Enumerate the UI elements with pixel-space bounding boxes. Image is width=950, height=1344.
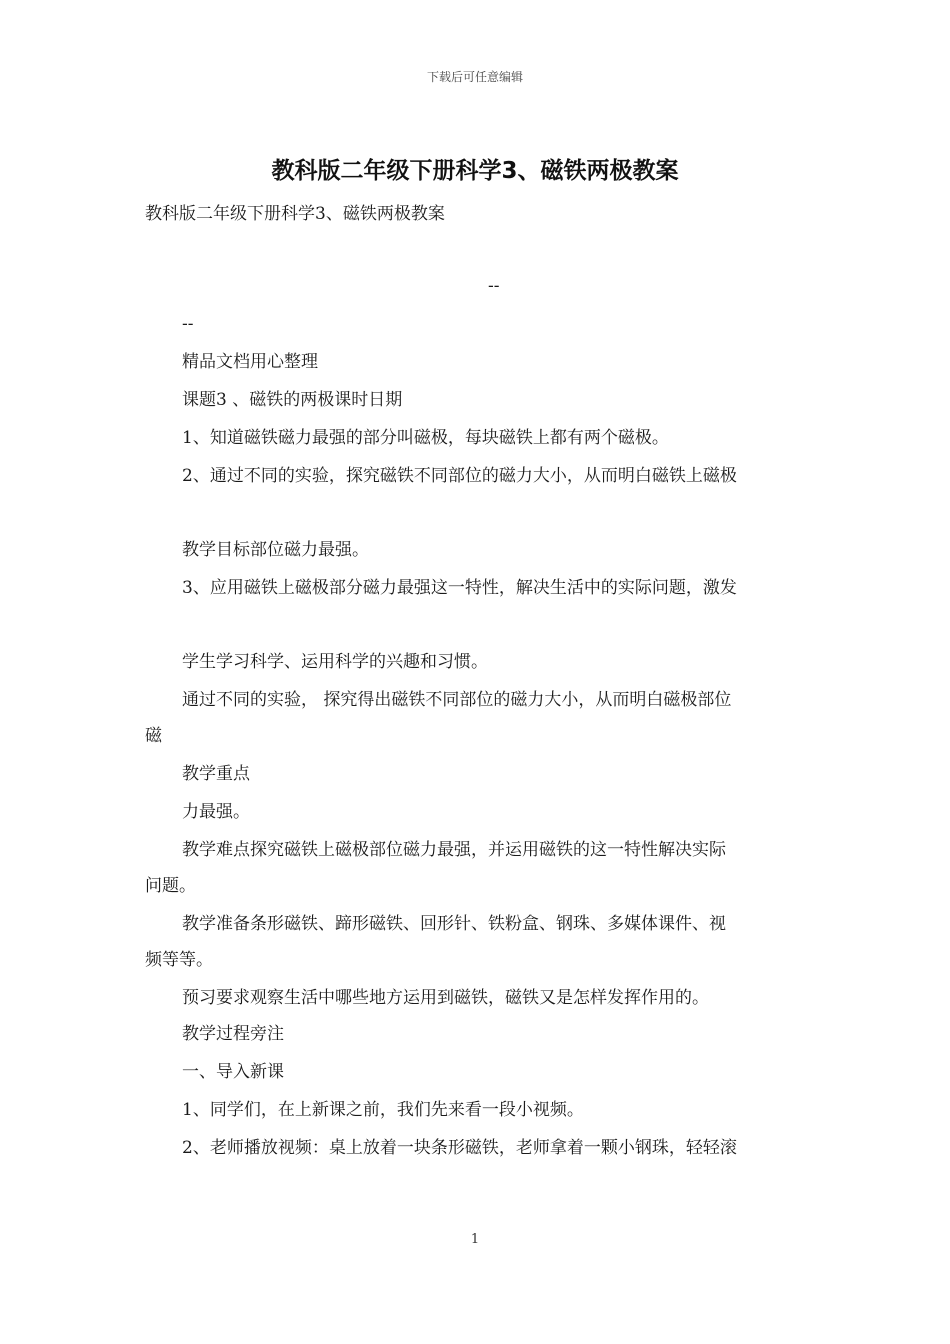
separator-dashes: --: [182, 314, 194, 334]
text-line: 频等等。: [145, 950, 213, 970]
text-line: 教学过程旁注: [182, 1024, 284, 1044]
text-line: 教学难点探究磁铁上磁极部位磁力最强，并运用磁铁的这一特性解决实际: [182, 840, 726, 860]
text-line: 精品文档用心整理: [182, 352, 318, 372]
text-line: 力最强。: [182, 802, 250, 822]
text-line: 通过不同的实验， 探究得出磁铁不同部位的磁力大小，从而明白磁极部位: [182, 690, 732, 710]
text-line: 教学目标部位磁力最强。: [182, 540, 369, 560]
text-line: 预习要求观察生活中哪些地方运用到磁铁，磁铁又是怎样发挥作用的。: [182, 988, 709, 1008]
text-line: 1、知道磁铁磁力最强的部分叫磁极，每块磁铁上都有两个磁极。: [182, 428, 669, 448]
text-line: 2、通过不同的实验，探究磁铁不同部位的磁力大小，从而明白磁铁上磁极: [182, 466, 737, 486]
text-line: 一、导入新课: [182, 1062, 284, 1082]
text-line: 课题3 、磁铁的两极课时日期: [182, 390, 403, 410]
page-number: 1: [470, 1232, 480, 1247]
text-line: 问题。: [145, 876, 196, 896]
separator-dashes: --: [488, 276, 500, 296]
text-line: 教学重点: [182, 764, 250, 784]
document-title: 教科版二年级下册科学3、磁铁两极教案: [271, 158, 679, 184]
text-line: 教学准备条形磁铁、蹄形磁铁、回形针、铁粉盒、钢珠、多媒体课件、视: [182, 914, 726, 934]
text-line: 1、同学们，在上新课之前，我们先来看一段小视频。: [182, 1100, 584, 1120]
text-line: 学生学习科学、运用科学的兴趣和习惯。: [182, 652, 488, 672]
page-header: 下载后可任意编辑: [426, 70, 523, 84]
document-subtitle: 教科版二年级下册科学3、磁铁两极教案: [145, 204, 445, 224]
text-line: 2、老师播放视频：桌上放着一块条形磁铁，老师拿着一颗小钢珠，轻轻滚: [182, 1138, 737, 1158]
text-line: 3、应用磁铁上磁极部分磁力最强这一特性，解决生活中的实际问题，激发: [182, 578, 737, 598]
text-line: 磁: [145, 726, 162, 746]
